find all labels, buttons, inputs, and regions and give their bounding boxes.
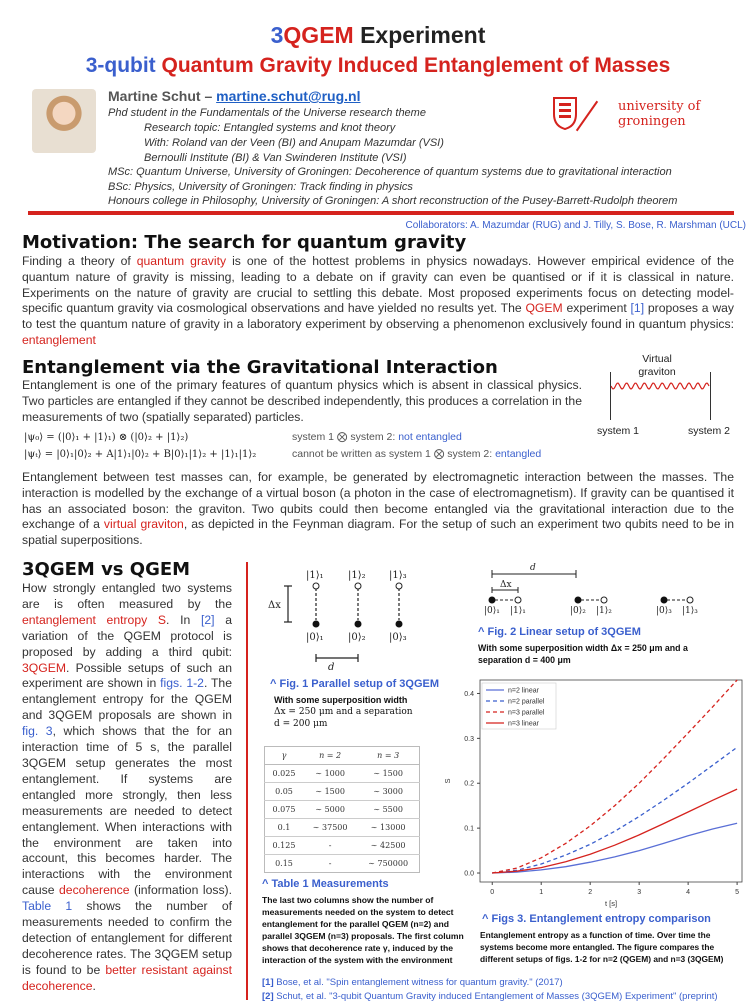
author-email-link[interactable]: martine.schut@rug.nl [216,88,361,104]
bio-line: Bernoulli Institute (BI) & Van Swinderen Institute (VSI) [144,152,407,164]
compare-text: How strongly entangled two systems are is often measured by the entanglement entropy S. In [2] a variation of the QGEM protocol is proposed by adding a third qubit: 3QGEM. Possible setups of such an experiment are shown in figs. 1-2. The entanglement entropy for the QGEM and 3QGEM proposals are shown in fig. 3, which shows that the for an interaction time of 5 s, the parallel 3QGEM setup generates the most entanglement. If systems are entangled more strongly, then less measurements are needed to detect entanglement. When interactions with the environment are taken into account, this becomes harder. The interactions with the environment cause decoherence (information loss). Table 1 shows the number of measurements needed to confirm the detection of entanglement for different decoherence rates. The 3QGEM setup is found to be better resistant against decoherence. [22,581,232,993]
fig2-state-1-marker [687,597,693,603]
fig1-state-label: |0⟩₂ [348,632,366,643]
fig2-d-label: d [530,563,536,573]
fig1-state-0-marker [313,621,320,628]
y-tick-label: 0.4 [464,690,474,698]
bio-line: BSc: Physics, University of Groningen: Track finding in physics [108,181,413,193]
fig2-linear-setup-diagram [480,560,730,622]
equation-note: cannot be written as system 1 ⨂ system 2: entangled [292,448,542,460]
university-name: university of groningen [618,99,701,129]
legend-label: n=3 parallel [508,709,545,717]
author-name: Martine Schut – martine.schut@rug.nl [108,88,361,104]
entanglement-body: Entanglement between test masses can, for example, be generated by electromagnetic interaction between the masses. The interaction is modelled by the exchange of a virtual boson (a photon in the case of electromagnetism). If gravity can be quantised it has an associated boson: the graviton. Two qubits could then become entangled via the gravitational interaction due to the exchange of a virtual graviton, as depicted in the Feynman diagram. For the setup of such an experiment two qubits need to be in spatial superpositions. [22,470,734,548]
feynman-label: Virtual graviton [638,353,676,378]
reference-2: [2] Schut, et al. "3-qubit Quantum Gravity induced Entanglement of Masses (3QGEM) Experiment" (preprint) [262,991,718,1002]
fig1-state-label: |1⟩₃ [389,570,407,581]
measurements-table [264,746,420,873]
feynman-system-1-label: system 1 [597,425,640,437]
y-tick-label: 0.3 [464,735,474,743]
table-row: 0.15 - ∼ 750000 [265,855,420,873]
fig2-dx-label: Δx [500,580,512,590]
table-row: 0.025 ∼ 1000 ∼ 1500 [272,769,403,778]
fig1-state-label: |0⟩₃ [389,632,407,643]
x-tick-label: 1 [539,889,544,896]
reference-1: [1] Bose, et al. "Spin entanglement witness for quantum gravity." (2017) [262,977,563,988]
x-tick-label: 5 [735,889,740,896]
bio-line: Research topic: Entangled systems and knot theory [144,122,396,134]
entanglement-heading: Entanglement via the Gravitational Interaction [22,357,498,378]
x-tick-label: 3 [637,889,642,896]
fig2-state-0-marker [661,597,668,604]
bio-line: MSc: Quantum Universe, University of Groningen: Decoherence of quantum systems due to gravitational interaction [108,166,672,178]
feynman-system-2-label: system 2 [688,425,731,437]
fig2-state-label: |0⟩₂ [570,606,586,616]
fig1-dx-label: Δx [268,600,281,611]
poster-title: 3QGEM Experiment [270,22,486,48]
feynman-system-2-line [710,372,711,420]
series-line-n-3-linear [492,789,737,873]
y-axis-label: S [443,778,452,784]
table-row: 0.05 ∼ 1500 ∼ 3000 [265,783,420,801]
bio-line: Honours college in Philosophy, University of Groningen: A short reconstruction of the Pusey-Barrett-Rudolph theorem [108,195,678,207]
fig1-state-1-marker [396,583,402,589]
fig2-state-label: |1⟩₂ [596,606,612,616]
poster-subtitle: 3-qubit Quantum Gravity Induced Entanglement of Masses [85,54,671,77]
equation-entangled-state: |ψₜ⟩ = |0⟩₁|0⟩₂ + A|1⟩₁|0⟩₂ + B|0⟩₁|1⟩₂ + |1⟩₁|1⟩₂ [24,449,257,460]
legend-label: n=2 linear [508,687,539,695]
bio-line: With: Roland van der Veen (BI) and Anupam Mazumdar (VSI) [144,137,444,149]
entropy-chart [436,672,752,910]
fig1-state-label: |0⟩₁ [306,632,324,643]
table-header: n = 2 [303,747,357,765]
series-line-n-2-parallel [492,747,737,873]
y-tick-label: 0.0 [464,870,474,878]
legend-label: n=3 linear [508,720,539,728]
motivation-text: Finding a theory of quantum gravity is one of the hottest problems in physics nowadays. However empirical evidence of the quantum nature of gravity is missing, leading to a debate on if gravity can even be quantised or if it is classical in nature. Experiments on the nature of gravity are crucial to settling this debate. Most proposed experiments focus on detecting model-specific quantum gravity via cosmological observations and have yielded no results yet. The QGEM experiment [1] proposes a way to test the quantum nature of gravity in a laboratory experiment by observing a phenomenon exclusively found in quantum physics: entanglement [22,254,735,347]
ref-link[interactable]: [2] [200,612,215,627]
x-tick-label: 4 [686,889,691,896]
bio-line: Phd student in the Fundamentals of the Universe research theme [108,107,426,119]
x-axis-label: t [s] [604,899,618,908]
table-row: 0.125 - ∼ 42500 [265,837,420,855]
ref-link[interactable]: [1] [630,301,645,316]
y-tick-label: 0.2 [464,780,474,788]
series-line-n-2-linear [492,823,737,873]
fig2-caption: ^ Fig. 2 Linear setup of 3QGEM [478,626,641,638]
legend-label: n=2 parallel [508,698,545,706]
fig3-caption: ^ Figs 3. Entanglement entropy comparison [482,913,711,925]
fig2-caption-body: With some superposition width Δx = 250 μm and a separation d = 400 μm [478,643,688,665]
fig1-state-label: |1⟩₂ [348,570,366,581]
graviton-wave-icon [611,379,710,393]
fig1-state-0-marker [355,621,362,628]
fig1-state-0-marker [396,621,403,628]
fig1-caption-body: With some superposition width Δx = 250 μm and a separation d = 200 μm [274,695,413,729]
fig1-d-label: d [328,662,335,673]
table-caption: ^ Table 1 Measurements [262,878,389,890]
equation-product-state: |ψ₀⟩ = (|0⟩₁ + |1⟩₁) ⊗ (|0⟩₂ + |1⟩₂) [24,432,189,443]
fig2-state-0-marker [489,597,496,604]
entanglement-intro: Entanglement is one of the primary features of quantum physics which is absent in classical physics. Two particles are entangled if they cannot be described independently, this produces a correlation in the measurements of two (spatially separated) particles. [22,378,582,424]
fig1-state-1-marker [313,583,319,589]
equation-note: system 1 ⨂ system 2: not entangled [292,431,462,443]
fig1-parallel-setup-diagram [262,562,432,674]
fig2-state-label: |1⟩₃ [682,606,698,616]
fig1-caption: ^ Fig. 1 Parallel setup of 3QGEM [270,678,440,690]
table-header: n = 3 [357,747,419,765]
x-tick-label: 2 [588,889,593,896]
compare-heading: 3QGEM vs QGEM [22,559,191,580]
fig2-state-1-marker [601,597,607,603]
fig1-state-1-marker [355,583,361,589]
y-tick-label: 0.1 [464,825,474,833]
fig2-state-label: |1⟩₁ [510,606,526,616]
header-divider [28,211,734,215]
fig2-state-0-marker [575,597,582,604]
fig3-caption-body: Entanglement entropy as a function of time. Over time the systems become more entangled. The figure compares the different setups of figs. 1-2 for n=2 (QGEM) and n=3 (3QGEM) [480,930,724,964]
table-header-row [265,747,420,765]
column-divider [246,562,248,1000]
fig1-state-label: |1⟩₁ [306,570,324,581]
author-photo [32,89,96,153]
table-header: γ [265,747,303,765]
fig2-state-label: |0⟩₃ [656,606,672,616]
table-row: 0.075 ∼ 5000 ∼ 5500 [265,801,420,819]
logo-divider [576,101,598,132]
x-tick-label: 0 [490,889,495,896]
university-shield-icon [552,96,578,130]
motivation-heading: Motivation: The search for quantum gravity [22,232,467,253]
collaborators: Collaborators: A. Mazumdar (RUG) and J. Tilly, S. Bose, R. Marshman (UCL) [405,220,746,231]
fig2-state-1-marker [515,597,521,603]
table-row: 0.1 ∼ 37500 ∼ 13000 [265,819,420,837]
fig2-state-label: |0⟩₁ [484,606,500,616]
table-caption-body: The last two columns show the number of measurements needed on the system to detect entanglement for the parallel QGEM (n=2) and parallel 3QGEM (n=3) proposals. The first column shows that decoherence rate γ, induced by the interaction of the system with the environment [262,895,464,965]
